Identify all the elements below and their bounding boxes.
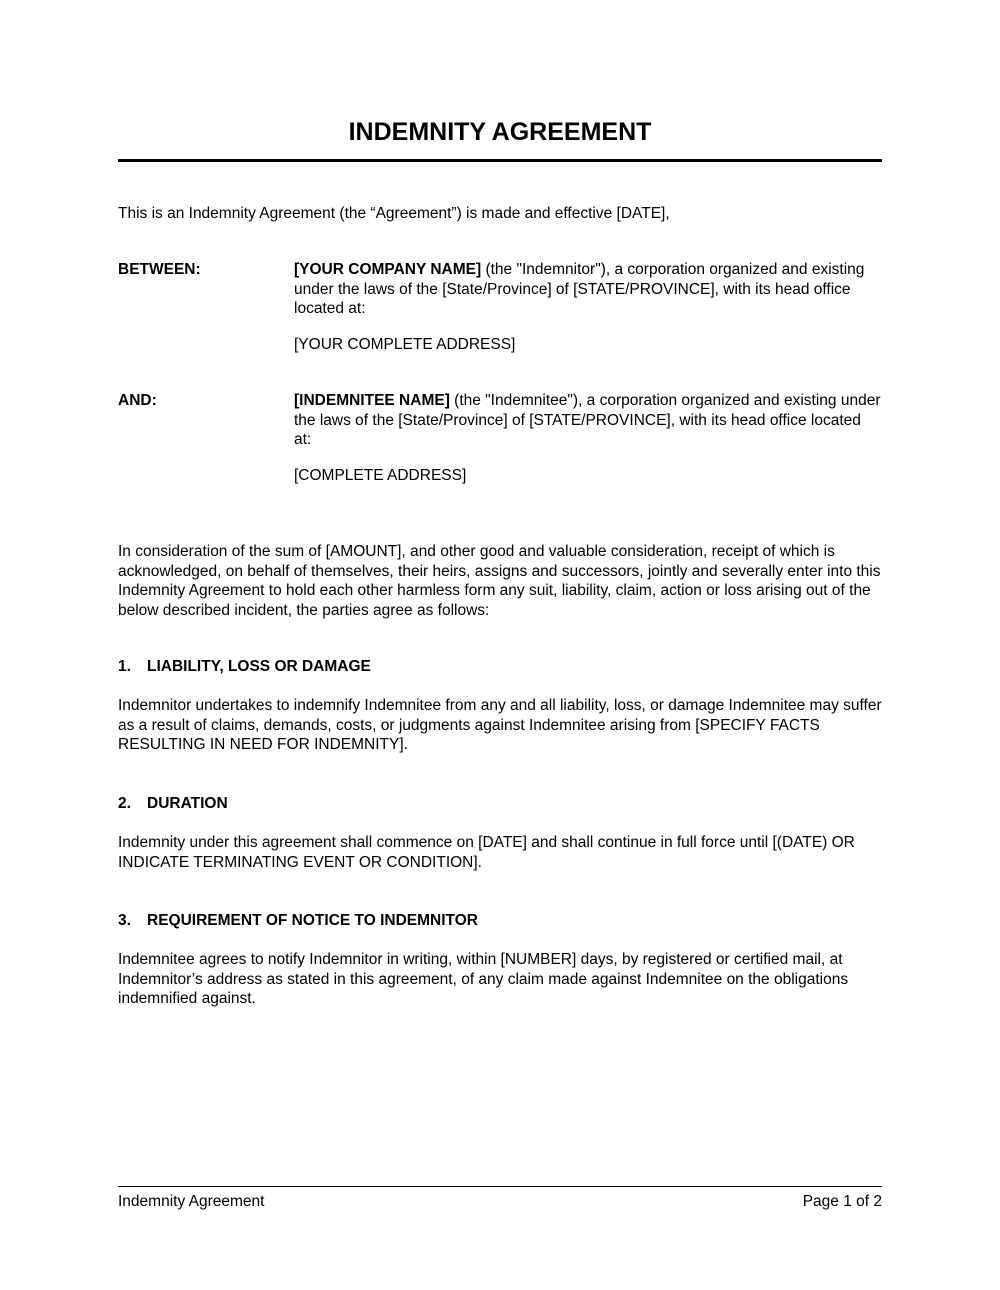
indemnitee-name: [INDEMNITEE NAME] xyxy=(294,392,450,409)
section-3-title: REQUIREMENT OF NOTICE TO INDEMNITOR xyxy=(147,912,478,929)
footer-document-name: Indemnity Agreement xyxy=(118,1193,265,1210)
section-2-heading xyxy=(118,794,228,814)
section-1-heading xyxy=(118,657,371,677)
section-2-number: 2. xyxy=(118,795,131,812)
section-2-title: DURATION xyxy=(147,795,228,812)
and-label: AND: xyxy=(118,392,157,409)
indemnitor-description xyxy=(294,260,882,319)
footer-page-number: Page 1 of 2 xyxy=(802,1193,882,1210)
indemnitee-address: [COMPLETE ADDRESS] xyxy=(294,467,467,484)
title-divider xyxy=(118,159,882,162)
indemnitee-description xyxy=(294,391,882,450)
section-3-heading xyxy=(118,911,478,931)
consideration-paragraph: In consideration of the sum of [AMOUNT], and other good and valuable consideration, receipt of which is acknowledged, on behalf of themselves, their heirs, assigns and successors, jointly and severally enter into this Indemnity Agreement to hold each other harmless form any suit, liability, claim, action or loss arising out of the below described incident, the parties agree as follows: xyxy=(118,543,881,619)
section-1-body: Indemnitor undertakes to indemnify Indemnitee from any and all liability, loss, or damage Indemnitee may suffer as a result of claims, demands, costs, or judgments against Indemnitee arising from [SPECIFY FACTS RESULTING IN NEED FOR INDEMNITY]. xyxy=(118,697,882,753)
section-2-body: Indemnity under this agreement shall commence on [DATE] and shall continue in full force until [(DATE) OR INDICATE TERMINATING EVENT OR CONDITION]. xyxy=(118,834,855,871)
document-title: INDEMNITY AGREEMENT xyxy=(348,118,652,146)
section-3-body: Indemnitee agrees to notify Indemnitor in writing, within [NUMBER] days, by registered or certified mail, at Indemnitor’s address as stated in this agreement, of any claim made against Indemnitee on the obligations indemnified against. xyxy=(118,951,849,1007)
footer-divider xyxy=(118,1186,882,1187)
section-3-number: 3. xyxy=(118,912,131,929)
indemnitor-address: [YOUR COMPLETE ADDRESS] xyxy=(294,336,516,353)
section-1-number: 1. xyxy=(118,658,131,675)
between-label: BETWEEN: xyxy=(118,261,201,278)
section-1-title: LIABILITY, LOSS OR DAMAGE xyxy=(147,658,371,675)
intro-paragraph: This is an Indemnity Agreement (the “Agreement”) is made and effective [DATE], xyxy=(118,205,670,222)
indemnitee-details: (the "Indemnitee"), a corporation organized and existing under the laws of the [State/Province] of [STATE/PROVINCE], with its head office located at: xyxy=(294,392,881,448)
indemnitor-details: (the "Indemnitor"), a corporation organized and existing under the laws of the [State/Province] of [STATE/PROVINCE], with its head office located at: xyxy=(294,261,865,317)
indemnitor-name: [YOUR COMPANY NAME] xyxy=(294,261,482,278)
